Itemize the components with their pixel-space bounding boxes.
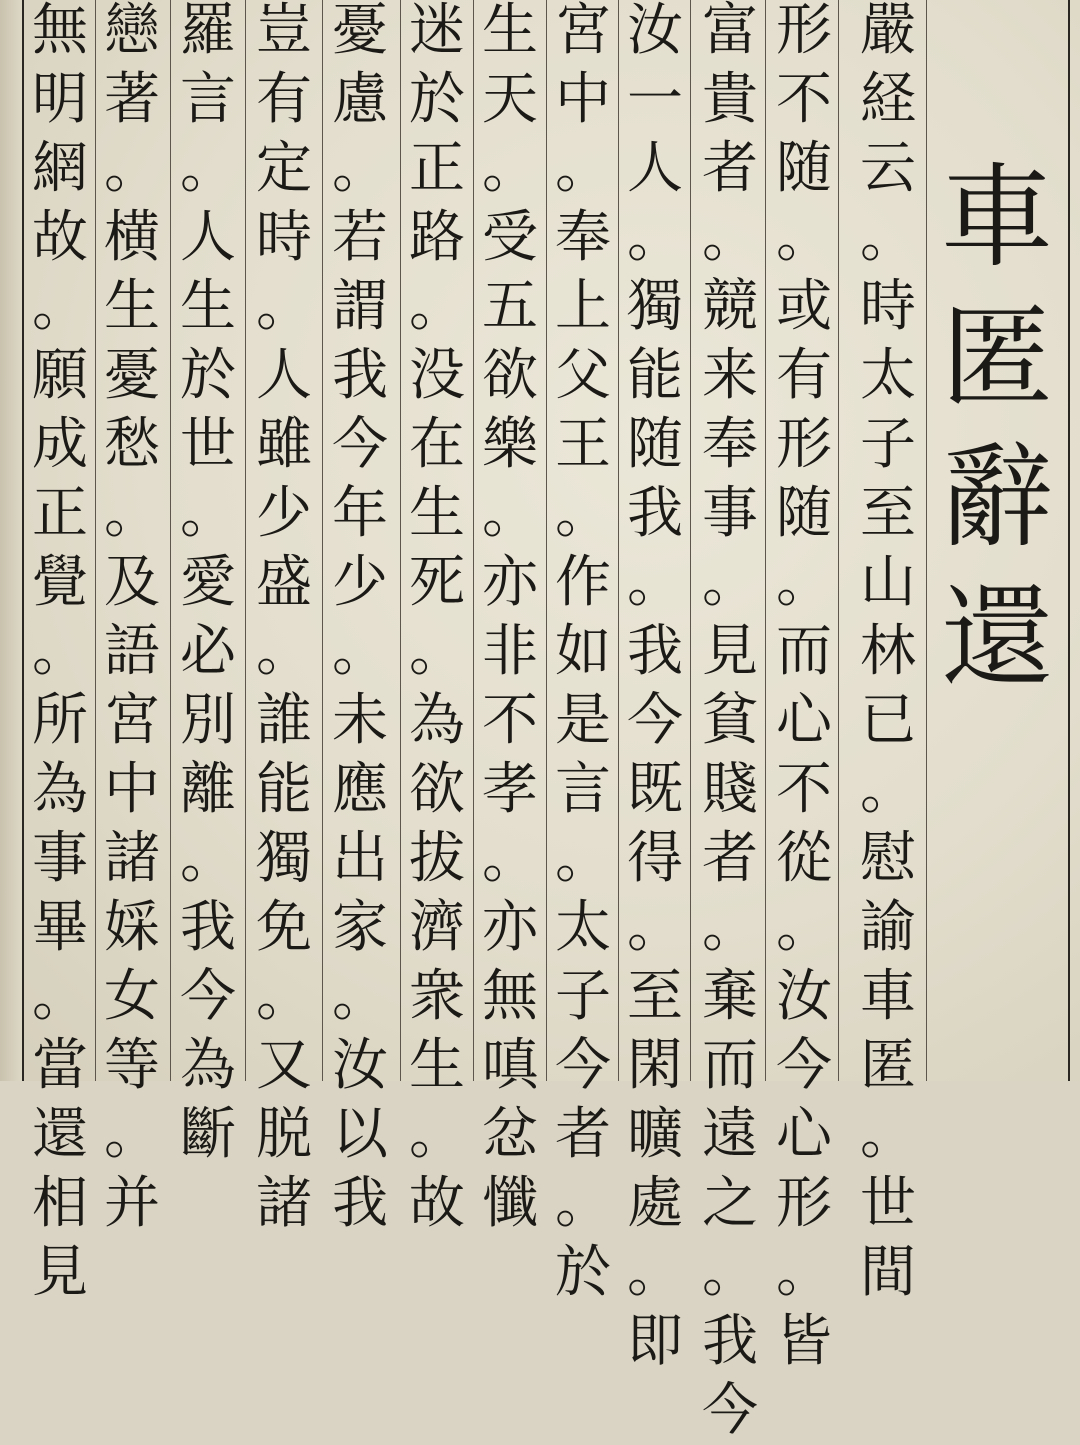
glyph: 。: [776, 1240, 832, 1305]
glyph: 定: [256, 136, 312, 201]
glyph: 。: [32, 274, 88, 339]
glyph: 年: [332, 481, 388, 546]
glyph: 五: [482, 274, 538, 339]
glyph: 。: [256, 619, 312, 684]
glyph: 世: [860, 1171, 916, 1236]
column-divider: [838, 0, 839, 1081]
glyph: 。: [256, 274, 312, 339]
glyph: 。: [409, 619, 465, 684]
right-frame-border: [1068, 0, 1070, 1081]
glyph: 所: [32, 688, 88, 753]
glyph: 我: [702, 1309, 758, 1374]
glyph: 心: [776, 1102, 832, 1167]
glyph: 亦: [482, 550, 538, 615]
glyph: 故: [409, 1171, 465, 1236]
glyph: 若: [332, 205, 388, 270]
glyph: 既: [627, 757, 683, 822]
glyph: 謂: [332, 274, 388, 339]
glyph: 而: [702, 1033, 758, 1098]
glyph: 我: [627, 481, 683, 546]
glyph: 當: [32, 1033, 88, 1098]
column-divider: [618, 0, 619, 1081]
glyph: 如: [555, 619, 611, 684]
glyph: 閑: [627, 1033, 683, 1098]
glyph: 於: [555, 1240, 611, 1305]
glyph: 婇: [104, 895, 160, 960]
glyph: 能: [256, 757, 312, 822]
text-column-2: [772, 0, 836, 1376]
glyph: 別: [180, 688, 236, 753]
glyph: 子: [555, 964, 611, 1029]
glyph: 形: [776, 412, 832, 477]
glyph: 時: [256, 205, 312, 270]
glyph: 。: [482, 826, 538, 891]
glyph: 戀: [104, 0, 160, 63]
glyph: 欲: [409, 757, 465, 822]
glyph: 。: [555, 136, 611, 201]
glyph: 。: [860, 205, 916, 270]
glyph: 中: [104, 757, 160, 822]
glyph: 世: [180, 412, 236, 477]
glyph: 太: [860, 343, 916, 408]
glyph: 奉: [555, 205, 611, 270]
glyph: 等: [104, 1033, 160, 1098]
glyph: 。: [482, 136, 538, 201]
glyph: 。: [776, 895, 832, 960]
glyph: 至: [860, 481, 916, 546]
glyph: 。: [627, 1240, 683, 1305]
glyph: 宮: [104, 688, 160, 753]
glyph: 生: [104, 274, 160, 339]
glyph: 。: [104, 136, 160, 201]
glyph: 羅: [180, 0, 236, 63]
glyph: 子: [860, 412, 916, 477]
glyph: 有: [776, 343, 832, 408]
glyph: 。: [860, 1102, 916, 1167]
glyph: 山: [860, 550, 916, 615]
column-divider: [765, 0, 766, 1081]
glyph: 路: [409, 205, 465, 270]
glyph: 。: [555, 481, 611, 546]
glyph: 曠: [627, 1102, 683, 1167]
glyph: 受: [482, 205, 538, 270]
glyph: 在: [409, 412, 465, 477]
glyph: 我: [627, 619, 683, 684]
glyph: 衆: [409, 964, 465, 1029]
glyph: 作: [555, 550, 611, 615]
column-divider: [322, 0, 323, 1081]
glyph: 諸: [104, 826, 160, 891]
glyph: 以: [332, 1102, 388, 1167]
glyph: 。: [180, 826, 236, 891]
glyph: 人: [180, 205, 236, 270]
glyph: 皆: [776, 1309, 832, 1374]
glyph: 父: [555, 343, 611, 408]
glyph: 迷: [409, 0, 465, 63]
glyph: 憂: [104, 343, 160, 408]
glyph: 。: [627, 205, 683, 270]
glyph: 必: [180, 619, 236, 684]
glyph: 。: [180, 136, 236, 201]
glyph: 。: [555, 826, 611, 891]
glyph: 於: [180, 343, 236, 408]
glyph: 又: [256, 1033, 312, 1098]
text-column-7: [405, 0, 469, 1238]
column-divider: [926, 0, 927, 1081]
glyph: 随: [776, 136, 832, 201]
glyph: 故: [32, 205, 88, 270]
glyph: 成: [32, 412, 88, 477]
glyph: 是: [555, 688, 611, 753]
glyph: 。: [104, 481, 160, 546]
glyph: 我: [180, 895, 236, 960]
glyph: 盛: [256, 550, 312, 615]
text-column-1: [856, 0, 920, 1307]
glyph: 。: [702, 205, 758, 270]
glyph: 汝: [332, 1033, 388, 1098]
glyph: 樂: [482, 412, 538, 477]
glyph: 上: [555, 274, 611, 339]
glyph: 者: [555, 1102, 611, 1167]
glyph: 正: [32, 481, 88, 546]
glyph: 得: [627, 826, 683, 891]
glyph: 。: [776, 205, 832, 270]
glyph: 為: [180, 1033, 236, 1098]
glyph: 今: [627, 688, 683, 753]
glyph: 。: [256, 964, 312, 1029]
glyph: 獨: [627, 274, 683, 339]
glyph: 免: [256, 895, 312, 960]
left-frame-border: [22, 0, 24, 1081]
glyph: 宮: [555, 0, 611, 63]
glyph: 慮: [332, 67, 388, 132]
text-column-9: [252, 0, 316, 1238]
glyph: 云: [860, 136, 916, 201]
glyph: 諸: [256, 1171, 312, 1236]
text-column-4: [623, 0, 687, 1376]
glyph: 天: [482, 67, 538, 132]
glyph: 拔: [409, 826, 465, 891]
glyph: 中: [555, 67, 611, 132]
glyph: 未: [332, 688, 388, 753]
glyph: 不: [776, 757, 832, 822]
glyph: 言: [555, 757, 611, 822]
text-column-11: [100, 0, 164, 1238]
glyph: 愁: [104, 412, 160, 477]
glyph: 匿: [941, 293, 1053, 423]
glyph: 形: [776, 0, 832, 63]
glyph: 言: [180, 67, 236, 132]
glyph: 出: [332, 826, 388, 891]
glyph: 家: [332, 895, 388, 960]
glyph: 今: [332, 412, 388, 477]
glyph: 我: [332, 343, 388, 408]
text-column-10: [176, 0, 240, 1169]
glyph: 随: [776, 481, 832, 546]
glyph: 横: [104, 205, 160, 270]
glyph: 事: [32, 826, 88, 891]
glyph: 有: [256, 67, 312, 132]
glyph: 女: [104, 964, 160, 1029]
glyph: 愛: [180, 550, 236, 615]
glyph: 汝: [627, 0, 683, 63]
glyph: 慰: [860, 826, 916, 891]
glyph: 懺: [482, 1171, 538, 1236]
glyph: 今: [555, 1033, 611, 1098]
glyph: 忿: [482, 1102, 538, 1167]
glyph: 随: [627, 412, 683, 477]
glyph: 嗔: [482, 1033, 538, 1098]
glyph: 。: [702, 895, 758, 960]
glyph: 生: [409, 481, 465, 546]
glyph: 豈: [256, 0, 312, 63]
glyph: 獨: [256, 826, 312, 891]
glyph: 汝: [776, 964, 832, 1029]
glyph: 正: [409, 136, 465, 201]
glyph: 生: [482, 0, 538, 63]
glyph: 者: [702, 826, 758, 891]
glyph: 見: [32, 1240, 88, 1305]
glyph: 相: [32, 1171, 88, 1236]
glyph: 還: [941, 573, 1053, 703]
chapter-title: [938, 148, 1056, 708]
glyph: 并: [104, 1171, 160, 1236]
glyph: 林: [860, 619, 916, 684]
glyph: 處: [627, 1171, 683, 1236]
glyph: 少: [332, 550, 388, 615]
glyph: 。: [555, 1171, 611, 1236]
column-divider: [473, 0, 474, 1081]
glyph: 。: [776, 550, 832, 615]
glyph: 亦: [482, 895, 538, 960]
glyph: 能: [627, 343, 683, 408]
glyph: 應: [332, 757, 388, 822]
glyph: 明: [32, 67, 88, 132]
glyph: 事: [702, 481, 758, 546]
glyph: 辭: [941, 433, 1053, 563]
glyph: 。: [332, 136, 388, 201]
glyph: 。: [104, 1102, 160, 1167]
text-column-8: [328, 0, 392, 1238]
glyph: 間: [860, 1240, 916, 1305]
glyph: 心: [776, 688, 832, 753]
glyph: 已: [860, 688, 916, 753]
column-divider: [95, 0, 96, 1081]
glyph: 富: [702, 0, 758, 63]
glyph: 還: [32, 1102, 88, 1167]
glyph: 没: [409, 343, 465, 408]
glyph: 今: [180, 964, 236, 1029]
glyph: 而: [776, 619, 832, 684]
glyph: 人: [256, 343, 312, 408]
glyph: 或: [776, 274, 832, 339]
page-left-margin: [0, 0, 22, 1081]
glyph: 從: [776, 826, 832, 891]
glyph: 嚴: [860, 0, 916, 63]
glyph: 雖: [256, 412, 312, 477]
glyph: 死: [409, 550, 465, 615]
glyph: 一: [627, 67, 683, 132]
glyph: 。: [702, 550, 758, 615]
glyph: 。: [860, 757, 916, 822]
text-column-6: [478, 0, 542, 1238]
glyph: 即: [627, 1309, 683, 1374]
glyph: 非: [482, 619, 538, 684]
glyph: 及: [104, 550, 160, 615]
glyph: 憂: [332, 0, 388, 63]
glyph: 。: [409, 1102, 465, 1167]
glyph: 濟: [409, 895, 465, 960]
glyph: 。: [180, 481, 236, 546]
glyph: 覺: [32, 550, 88, 615]
glyph: 。: [627, 550, 683, 615]
glyph: 之: [702, 1171, 758, 1236]
glyph: 為: [409, 688, 465, 753]
column-divider: [400, 0, 401, 1081]
glyph: 車: [860, 964, 916, 1029]
text-column-3: [698, 0, 762, 1445]
text-column-12: [28, 0, 92, 1307]
glyph: 競: [702, 274, 758, 339]
glyph: 我: [332, 1171, 388, 1236]
column-divider: [690, 0, 691, 1081]
glyph: 語: [104, 619, 160, 684]
glyph: 孝: [482, 757, 538, 822]
column-divider: [245, 0, 246, 1081]
glyph: 来: [702, 343, 758, 408]
glyph: 太: [555, 895, 611, 960]
column-divider: [170, 0, 171, 1081]
glyph: 脱: [256, 1102, 312, 1167]
glyph: 賤: [702, 757, 758, 822]
glyph: 生: [180, 274, 236, 339]
glyph: 欲: [482, 343, 538, 408]
glyph: 。: [409, 274, 465, 339]
glyph: 不: [776, 67, 832, 132]
glyph: 者: [702, 136, 758, 201]
glyph: 経: [860, 67, 916, 132]
glyph: 生: [409, 1033, 465, 1098]
glyph: 車: [941, 153, 1053, 283]
glyph: 形: [776, 1171, 832, 1236]
glyph: 棄: [702, 964, 758, 1029]
glyph: 奉: [702, 412, 758, 477]
glyph: 無: [32, 0, 88, 63]
glyph: 網: [32, 136, 88, 201]
glyph: 少: [256, 481, 312, 546]
glyph: 願: [32, 343, 88, 408]
glyph: 今: [702, 1378, 758, 1443]
glyph: 於: [409, 67, 465, 132]
glyph: 貴: [702, 67, 758, 132]
glyph: 著: [104, 67, 160, 132]
glyph: 。: [627, 895, 683, 960]
glyph: 貧: [702, 688, 758, 753]
glyph: 畢: [32, 895, 88, 960]
glyph: 諭: [860, 895, 916, 960]
glyph: 見: [702, 619, 758, 684]
glyph: 。: [32, 964, 88, 1029]
glyph: 時: [860, 274, 916, 339]
glyph: 為: [32, 757, 88, 822]
glyph: 無: [482, 964, 538, 1029]
glyph: 至: [627, 964, 683, 1029]
glyph: 遠: [702, 1102, 758, 1167]
glyph: 。: [332, 964, 388, 1029]
glyph: 不: [482, 688, 538, 753]
glyph: 王: [555, 412, 611, 477]
glyph: 。: [332, 619, 388, 684]
column-divider: [546, 0, 547, 1081]
glyph: 。: [32, 619, 88, 684]
glyph: 。: [702, 1240, 758, 1305]
glyph: 匿: [860, 1033, 916, 1098]
text-column-5: [551, 0, 615, 1307]
glyph: 今: [776, 1033, 832, 1098]
glyph: 誰: [256, 688, 312, 753]
glyph: 離: [180, 757, 236, 822]
glyph: 斷: [180, 1102, 236, 1167]
glyph: 。: [482, 481, 538, 546]
glyph: 人: [627, 136, 683, 201]
